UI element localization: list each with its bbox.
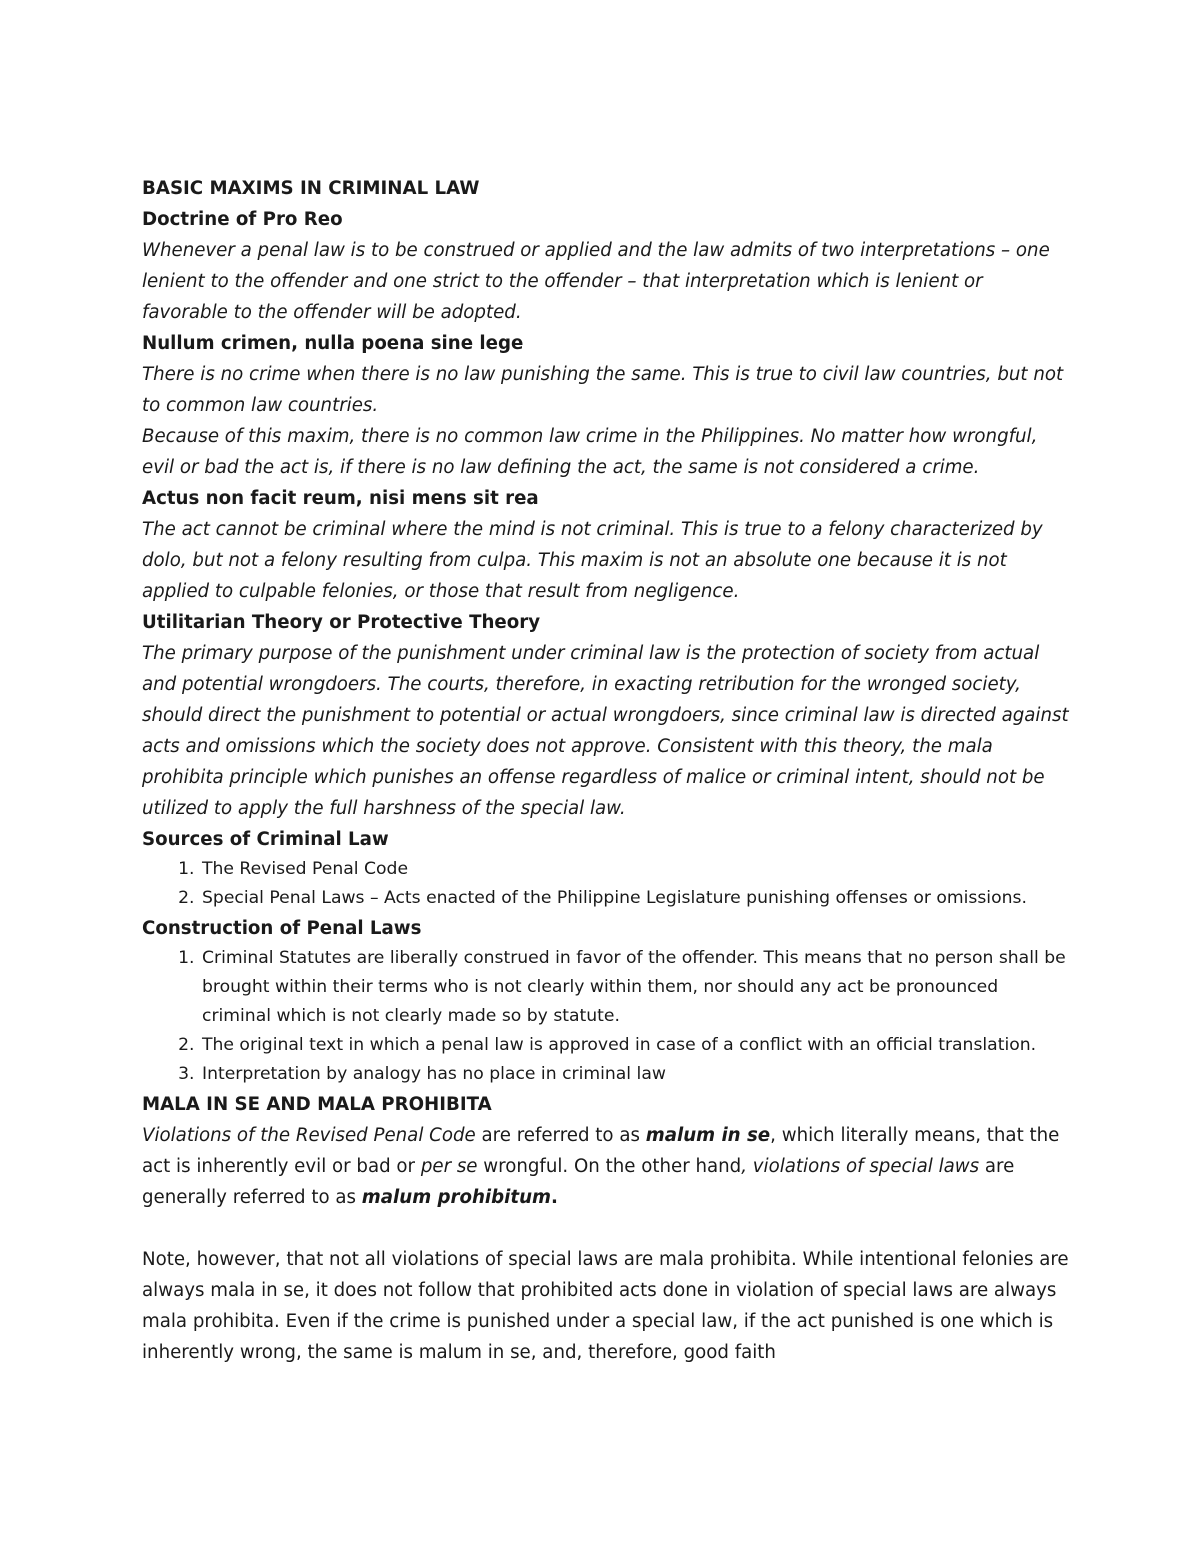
sources-heading: Sources of Criminal Law: [142, 829, 389, 850]
mala-text-fragment: are generally referred to as: [142, 1156, 1015, 1208]
mala-heading: MALA IN SE AND MALA PROHIBITA: [142, 1094, 492, 1115]
mala-term-prohibitum: malum prohibitum: [361, 1187, 551, 1208]
pro-reo-heading: Doctrine of Pro Reo: [142, 209, 343, 230]
mala-text-fragment: per se: [420, 1156, 478, 1177]
actus-non-heading: Actus non facit reum, nisi mens sit rea: [142, 488, 539, 509]
mala-term-in-se: malum in se: [645, 1125, 771, 1146]
list-item: 1. Criminal Statutes are liberally construed in favor of the offender. This means that no person shall be brought within their terms who is not clearly within them, nor should any act be pronounced criminal which is not clearly made so by statute.: [200, 944, 1072, 1031]
sources-list: [142, 855, 1072, 913]
mala-paragraph-1: [142, 1120, 1072, 1213]
paragraph-spacer: [142, 1213, 1072, 1244]
utilitarian-heading: Utilitarian Theory or Protective Theory: [142, 612, 541, 633]
mala-text-fragment: wrongful. On the other hand: [477, 1156, 742, 1177]
actus-non-text: The act cannot be criminal where the mind is not criminal. This is true to a felony characterized by dolo, but not a felony resulting from culpa. This maxim is not an absolute one because it is not applied to culpable felonies, or those that result from negligence.: [142, 519, 1043, 602]
mala-text-fragment: , violations of special laws: [741, 1156, 980, 1177]
nullum-crimen-text-2: Because of this maxim, there is no common law crime in the Philippines. No matter how wrongful, evil or bad the act is, if there is no law defining the act, the same is not considered a crime.: [142, 426, 1038, 478]
list-item: 2. The original text in which a penal law is approved in case of a conflict with an official translation.: [200, 1031, 1072, 1060]
pro-reo-text: Whenever a penal law is to be construed or applied and the law admits of two interpretations – one lenient to the offender and one strict to the offender – that interpretation which is lenient or favorable to the offender will be adopted.: [142, 240, 1050, 323]
nullum-crimen-text-1: There is no crime when there is no law punishing the same. This is true to civil law countries, but not to common law countries.: [142, 364, 1064, 416]
construction-list: [142, 944, 1072, 1089]
list-item: 1. The Revised Penal Code: [200, 855, 1072, 884]
mala-paragraph-2: Note, however, that not all violations of special laws are mala prohibita. While intentional felonies are always mala in se, it does not follow that prohibited acts done in violation of special laws are always mala prohibita. Even if the crime is punished under a special law, if the act punished is one which is inherently wrong, the same is malum in se, and, therefore, good faith: [142, 1249, 1069, 1363]
document-content: [142, 173, 1072, 1368]
mala-text-fragment: , which literally means, that the act is inherently evil or bad or: [142, 1125, 1060, 1177]
mala-text-fragment: .: [550, 1187, 558, 1208]
mala-text-fragment: Violations of the Revised Penal Code: [142, 1125, 476, 1146]
nullum-crimen-heading: Nullum crimen, nulla poena sine lege: [142, 333, 524, 354]
construction-heading: Construction of Penal Laws: [142, 918, 422, 939]
document-title: BASIC MAXIMS IN CRIMINAL LAW: [142, 178, 480, 199]
list-item: 3. Interpretation by analogy has no place in criminal law: [200, 1060, 1072, 1089]
list-item: 2. Special Penal Laws – Acts enacted of the Philippine Legislature punishing offenses or omissions.: [200, 884, 1072, 913]
utilitarian-text: The primary purpose of the punishment under criminal law is the protection of society from actual and potential wrongdoers. The courts, therefore, in exacting retribution for the wronged society, should direct the punishment to potential or actual wrongdoers, since criminal law is directed against acts and omissions which the society does not approve. Consistent with this theory, the mala prohibita principle which punishes an offense regardless of malice or criminal intent, should not be utilized to apply the full harshness of the special law.: [142, 643, 1069, 819]
mala-text-fragment: are referred to as: [475, 1125, 646, 1146]
